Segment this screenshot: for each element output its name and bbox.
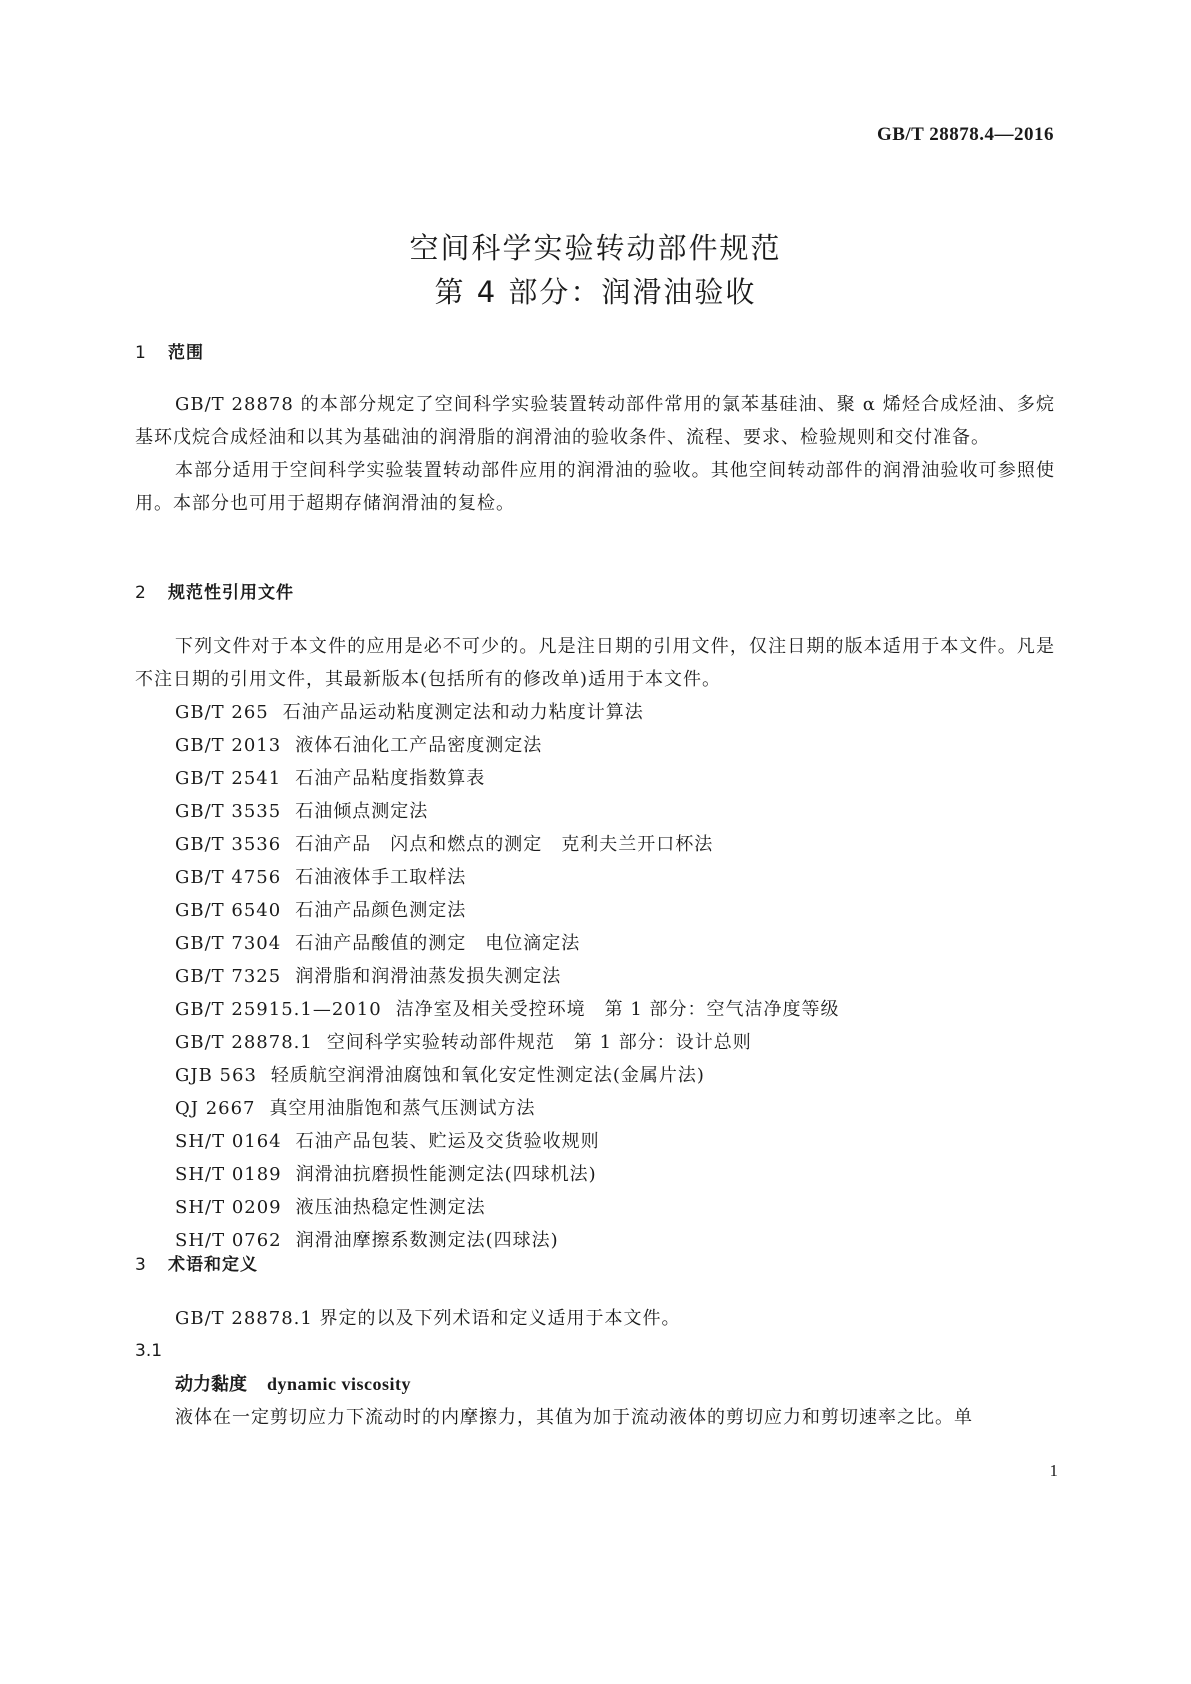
references-intro: 下列文件对于本文件的应用是必不可少的。凡是注日期的引用文件，仅注日期的版本适用于本文件。凡是不注日期的引用文件，其最新版本(包括所有的修改单)适用于本文件。 xyxy=(135,636,1055,690)
title-line-1: 空间科学实验转动部件规范 xyxy=(409,231,782,265)
reference-title: 润滑油抗磨损性能测定法(四球机法) xyxy=(295,1164,597,1185)
reference-code: GB/T 28878.1 xyxy=(175,1032,313,1053)
terms-intro: GB/T 28878.1 界定的以及下列术语和定义适用于本文件。 xyxy=(175,1308,681,1329)
reference-item xyxy=(135,1125,1055,1158)
reference-code: GJB 563 xyxy=(175,1065,257,1086)
reference-code: SH/T 0762 xyxy=(175,1230,282,1251)
term-number: 3.1 xyxy=(135,1341,163,1361)
reference-item xyxy=(135,927,1055,960)
section-title: 范围 xyxy=(168,343,204,363)
section-number: 1 xyxy=(135,343,147,363)
reference-code: GB/T 6540 xyxy=(175,900,282,921)
section-references-body xyxy=(135,630,1055,1257)
reference-title: 石油产品粘度指数算表 xyxy=(295,768,486,789)
reference-code: SH/T 0209 xyxy=(175,1197,282,1218)
section-terms-heading xyxy=(135,1250,1055,1275)
reference-item xyxy=(135,960,1055,993)
reference-title: 润滑脂和润滑油蒸发损失测定法 xyxy=(295,966,562,987)
reference-item xyxy=(135,993,1055,1026)
reference-code: GB/T 7325 xyxy=(175,966,282,987)
reference-title: 洁净室及相关受控环境 第 1 部分：空气洁净度等级 xyxy=(395,999,840,1020)
reference-title: 润滑油摩擦系数测定法(四球法) xyxy=(295,1230,559,1251)
term-definition: 液体在一定剪切应力下流动时的内摩擦力，其值为加于流动液体的剪切应力和剪切速率之比。单 xyxy=(175,1407,973,1428)
reference-title: 液压油热稳定性测定法 xyxy=(295,1197,486,1218)
reference-title: 轻质航空润滑油腐蚀和氧化安定性测定法(金属片法) xyxy=(270,1065,705,1086)
standard-code: GB/T 28878.4—2016 xyxy=(876,124,1054,145)
reference-code: GB/T 4756 xyxy=(175,867,282,888)
reference-title: 石油产品运动粘度测定法和动力粘度计算法 xyxy=(282,702,644,723)
title-line-2: 第 4 部分：润滑油验收 xyxy=(434,275,757,309)
reference-code: GB/T 2013 xyxy=(175,735,282,756)
scope-paragraph-1: GB/T 28878 的本部分规定了空间科学实验装置转动部件常用的氯苯基硅油、聚 α 烯烃合成烃油、多烷基环戊烷合成烃油和以其为基础油的润滑脂的润滑油的验收条件、流程、要求、检验规则和交付准备。 xyxy=(135,394,1055,448)
reference-item xyxy=(135,1191,1055,1224)
reference-item xyxy=(135,795,1055,828)
reference-title: 石油产品颜色测定法 xyxy=(295,900,467,921)
reference-code: GB/T 25915.1—2010 xyxy=(175,999,382,1020)
reference-title: 真空用油脂饱和蒸气压测试方法 xyxy=(269,1098,536,1119)
reference-list xyxy=(135,696,1055,1257)
reference-title: 液体石油化工产品密度测定法 xyxy=(295,735,543,756)
document-title xyxy=(0,226,1191,314)
reference-title: 空间科学实验转动部件规范 第 1 部分：设计总则 xyxy=(326,1032,752,1053)
reference-item xyxy=(135,729,1055,762)
section-number: 2 xyxy=(135,583,147,603)
page-number: 1 xyxy=(1049,1461,1058,1480)
reference-item xyxy=(135,1059,1055,1092)
reference-code: GB/T 3536 xyxy=(175,834,282,855)
reference-code: GB/T 2541 xyxy=(175,768,282,789)
section-title: 规范性引用文件 xyxy=(168,583,294,603)
reference-code: GB/T 7304 xyxy=(175,933,282,954)
reference-title: 石油产品包装、贮运及交货验收规则 xyxy=(295,1131,600,1152)
reference-item xyxy=(135,861,1055,894)
term-title xyxy=(135,1368,1055,1401)
reference-item xyxy=(135,1158,1055,1191)
term-name-en: dynamic viscosity xyxy=(267,1374,412,1394)
reference-title: 石油液体手工取样法 xyxy=(295,867,467,888)
reference-item xyxy=(135,894,1055,927)
reference-code: GB/T 3535 xyxy=(175,801,282,822)
section-references-heading xyxy=(135,578,1055,603)
reference-code: GB/T 265 xyxy=(175,702,269,723)
reference-code: SH/T 0189 xyxy=(175,1164,282,1185)
reference-item xyxy=(135,828,1055,861)
reference-code: SH/T 0164 xyxy=(175,1131,282,1152)
section-title: 术语和定义 xyxy=(168,1255,258,1275)
reference-item xyxy=(135,696,1055,729)
section-scope-heading xyxy=(135,338,1055,363)
reference-title: 石油倾点测定法 xyxy=(295,801,429,822)
scope-paragraph-2: 本部分适用于空间科学实验装置转动部件应用的润滑油的验收。其他空间转动部件的润滑油验收可参照使用。本部分也可用于超期存储润滑油的复检。 xyxy=(135,460,1055,514)
reference-item xyxy=(135,1092,1055,1125)
reference-title: 石油产品 闪点和燃点的测定 克利夫兰开口杯法 xyxy=(295,834,714,855)
reference-title: 石油产品酸值的测定 电位滴定法 xyxy=(295,933,581,954)
reference-code: QJ 2667 xyxy=(175,1098,256,1119)
section-scope-body xyxy=(135,388,1055,520)
reference-item xyxy=(135,762,1055,795)
section-number: 3 xyxy=(135,1255,147,1275)
term-name-cn: 动力黏度 xyxy=(175,1374,247,1395)
section-terms-body xyxy=(135,1302,1055,1434)
reference-item xyxy=(135,1026,1055,1059)
